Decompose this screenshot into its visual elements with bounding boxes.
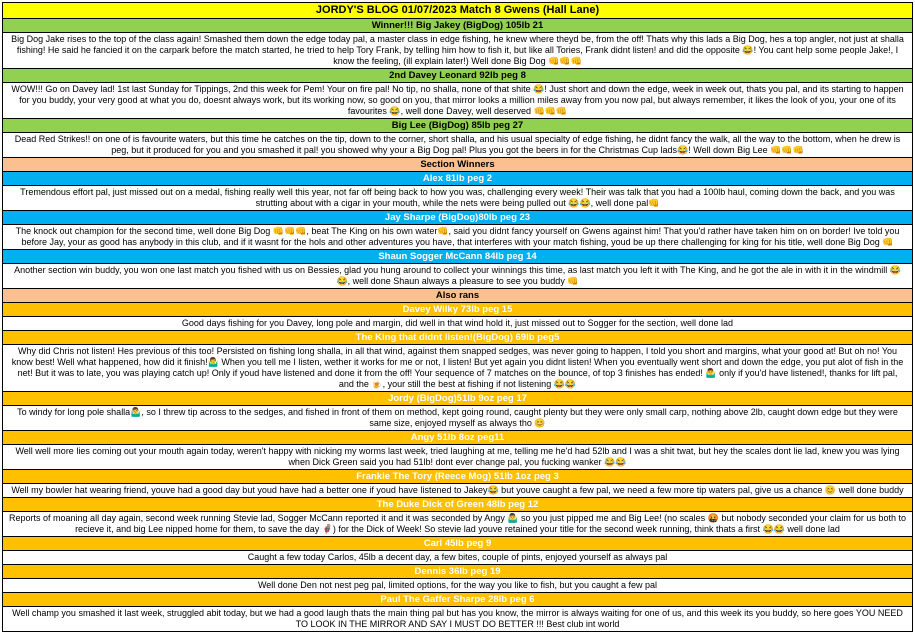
also-rans-divider: Also rans: [3, 288, 912, 302]
winner-header: Winner!!! Big Jakey (BigDog) 105lb 21: [3, 18, 912, 32]
angler-jordy-header: Jordy (BigDog)51lb 9oz peg 17: [3, 391, 912, 405]
second-place-header: 2nd Davey Leonard 92lb peg 8: [3, 68, 912, 82]
angler-carl-report: Caught a few today Carlos, 45lb a decent day, a few bites, couple of pints, enjoyed yourself as always pal: [3, 550, 912, 564]
angler-frankie-report: Well my bowler hat wearing friend, youve had a good day but youd have had a better one if youd have listened to Jakey😂 but youve caught a few pal, we need a few more tip waters pal, give us a chance 😊 well done buddy: [3, 483, 912, 497]
section-winner-jay-report: The knock out champion for the second time, well done Big Dog 👊👊👊, beat The King on his own water👊, said you didnt fancy yourself on Gwens against him! That you'd rather have taken him on on border! Ive told you before Jay, your as good has anybody in this club, and if it wasnt for the hols and other adventures you have, that interferes with your match fishing, youd be up there challenging for king for his title, well done Big Dog 👊: [3, 224, 912, 249]
winner-report: Big Dog Jake rises to the top of the class again! Smashed them down the edge today pal, a master class in edge fishing, he knew where theyd be, from the off! Thats why this lads a Big Dog, hes a top angler, not just at shalla fishing! He said he fancied it on the carpark before the match started, he tried to help Tory Frank, by telling him how to fish it, but like all Tories, Frank didnt listen! and did the opposite 😂! You cant help some people Jake!, I know the feeling, (ill explain later!) Well done Big Dog 👊👊👊: [3, 32, 912, 68]
angler-duke-report: Reports of moaning all day again, second week running Stevie lad, Sogger McCann reported it and it was seconded by Angy 🤷‍♂️ so you just pipped me and Big Lee! (no scales 🤬 but nobody seconded your claim for us both to recieve it, and big Lee nipped home for them, to save the day 🦸‍♂️) for the Dick of Week! So stevie lad youve retained your title for the second week running, think thats a first 😂😂 well done lad: [3, 511, 912, 536]
angler-paul-report: Well champ you smashed it last week, struggled abit today, but we had a good laugh thats the main thing pal but has you know, the mirror is always waiting for one of us, and this week its you buddy, so here goes YOU NEED TO LOOK IN THE MIRROR AND SAY I MUST DO BETTER !!! Best club int world: [3, 606, 912, 631]
section-winner-shaun-report: Another section win buddy, you won one last match you fished with us on Bessies, glad you hung around to collect your winnings this time, as last match you left it with The King, and he got the ale in with it in the windmill 😂😂, well done Shaun always a pleasure to see you buddy 👊: [3, 263, 912, 288]
section-winner-jay-header: Jay Sharpe (BigDog)80lb peg 23: [3, 210, 912, 224]
angler-dennis-header: Dennis 36lb peg 19: [3, 564, 912, 578]
angler-dennis-report: Well done Den not nest peg pal, limited options, for the way you like to fish, but you caught a few pal: [3, 578, 912, 592]
angler-angy-report: Well well more lies coming out your mouth again today, weren't happy with nicking my worms last week, tried laughing at me, telling me he'd had 52lb and I was a shit twat, but hey the scales dont lie lad, knew you was lying when Dick Green said you had 51lb! dont ever change pal, you fucking wanker 😂😂: [3, 444, 912, 469]
angler-duke-header: The Duke Dick of Green 48lb peg 12: [3, 497, 912, 511]
section-winner-alex-report: Tremendous effort pal, just missed out on a medal, fishing really well this year, not far off being back to how you was, challenging every week! Their was talk that you had a 100lb haul, coming down the back, and you was strutting about with a cigar in your mouth, while the nets were being pulled out 😂😂, well done pal👊: [3, 185, 912, 210]
third-place-report: Dead Red Strikes!! on one of is favourite waters, but this time he catches on the tip, down to the corner, short shalla, and his usual specialty of edge fishing, he didnt fancy the walk, all the way to the bottom, when he drew is peg, but it produced for you and you smashed it pal! you showed why your a Big Dog pal! Plus you got the beers in for the Christmas Cup lads😂! Well down Big Lee 👊👊👊: [3, 132, 912, 157]
third-place-header: Big Lee (BigDog) 85lb peg 27: [3, 118, 912, 132]
angler-king-report: Why did Chris not listen! Hes previous of this too! Persisted on fishing long shalla, in all that wind, against them snapped sedges, was never going to happen, I told you short and margins, what your good at! But oh no! You know best! Well what happened, how did it finish!🤷‍♂️ When you tell me I listen, wether it works for me or not, I listen! But yet again you didnt listen! When you eventually went short and down the edge, you put alot of fish in the net! But it was to late, you was playing catch up! Only if youd have listened and done it from the off! Your sequence of 7 matches on the bounce, of top 3 finishes has ended! 🤷‍♂️ only if you'd have listened!, thanks for lift pal, and the 🍺, your still the best at fishing if not listening 😂😂: [3, 344, 912, 391]
angler-carl-header: Carl 45lb peg 9: [3, 536, 912, 550]
angler-davey-wilky-report: Good days fishing for you Davey, long pole and margin, did well in that wind hold it, just missed out to Sogger for the section, well done lad: [3, 316, 912, 330]
blog-sheet: [2, 2, 913, 632]
section-winner-shaun-header: Shaun Sogger McCann 84lb peg 14: [3, 249, 912, 263]
second-place-report: WOW!!! Go on Davey lad! 1st last Sunday for Tippings, 2nd this week for Pem! Your on fire pal! No tip, no shalla, none of that shite 😂! Just short and down the edge, week in week out, thats you pal, and its starting to happen for you buddy, your very good at what you do, doesnt always work, but its working now, so good on you, that mirror looks a million miles away from you now pal, but always remember, it likes the look of you, your one of its favourites 😂, well done Davey, well deserved 👊👊👊: [3, 82, 912, 118]
blog-title: JORDY'S BLOG 01/07/2023 Match 8 Gwens (Hall Lane): [3, 3, 912, 18]
angler-jordy-report: To windy for long pole shalla🤷‍♂️, so I threw tip across to the sedges, and fished in front of them on method, kept going round, caught plenty but they were only small carp, nothing above 2lb, caught down edge but they were same size, enjoyed myself as always tho 😊: [3, 405, 912, 430]
section-winner-alex-header: Alex 81lb peg 2: [3, 171, 912, 185]
angler-king-header: The King that didnt listen!(BigDog) 69lb peg5: [3, 330, 912, 344]
section-winners-divider: Section Winners: [3, 157, 912, 171]
angler-angy-header: Angy 51lb 8oz peg11: [3, 430, 912, 444]
angler-davey-wilky-header: Davey Wilky 73lb peg 15: [3, 302, 912, 316]
angler-paul-header: Paul The Gaffer Sharpe 28lb peg 6: [3, 592, 912, 606]
angler-frankie-header: Frankie The Tory (Reece Mog) 51lb 1oz peg 3: [3, 469, 912, 483]
